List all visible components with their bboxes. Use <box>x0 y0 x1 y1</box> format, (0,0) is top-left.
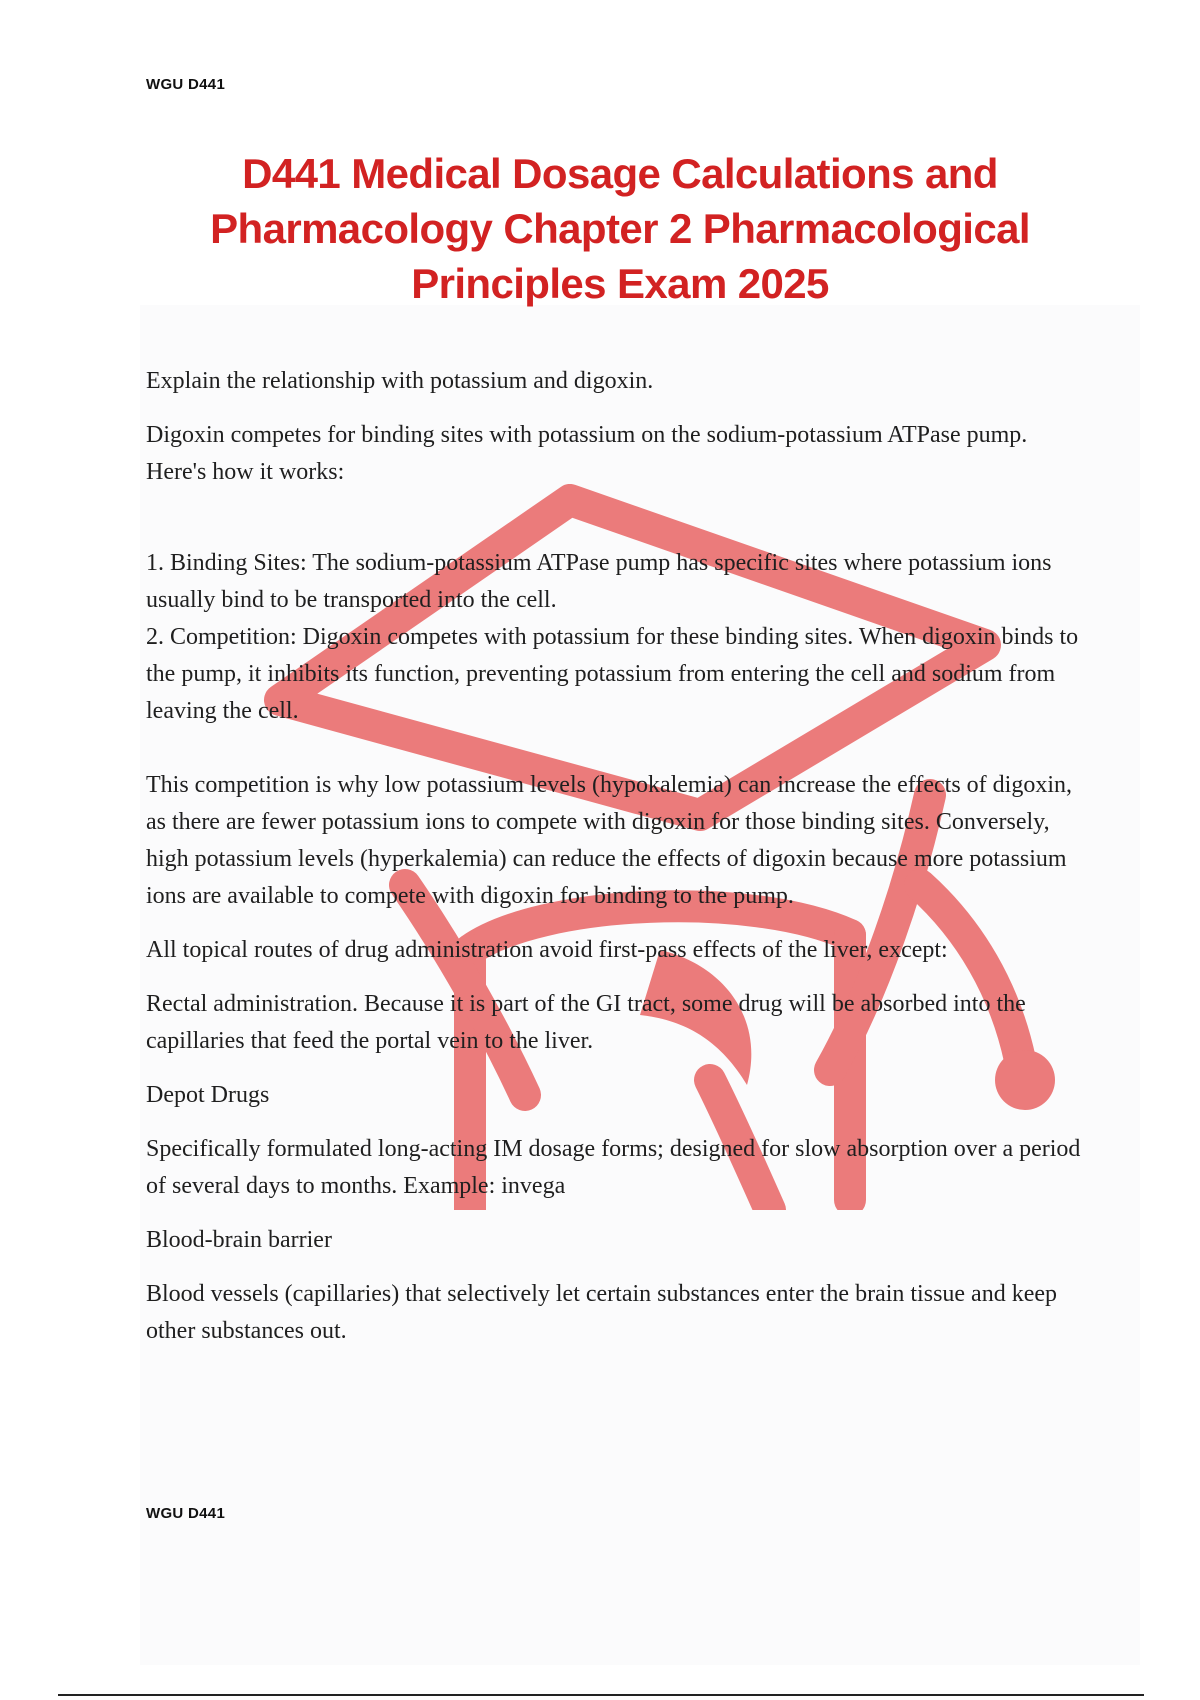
answer-intro-potassium-digoxin: Digoxin competes for binding sites with potassium on the sodium-potassium ATPase pump. Here's how it works: <box>146 422 1028 485</box>
footer-running-header: WGU D441 <box>146 1505 226 1522</box>
answer-conclusion-potassium-digoxin: This competition is why low potassium levels (hypokalemia) can increase the effects of digoxin, as there are fewer potassium ions to compete with digoxin for those binding sites. Conversely, high potassium levels (hyperkalemia) can reduce the effects of digoxin because more potassium ions are available to compete with digoxin for binding to the pump. <box>146 772 1072 909</box>
answer-list-item-competition: 2. Competition: Digoxin competes with potassium for these binding sites. When digoxin binds to the pump, it inhibits its function, preventing potassium from entering the cell and sodium from leaving the cell. <box>146 624 1079 724</box>
spacer <box>146 730 1090 767</box>
answer-blood-brain-barrier: Blood vessels (capillaries) that selectively let certain substances enter the brain tissue and keep other substances out. <box>146 1281 1058 1344</box>
question-depot-drugs: Depot Drugs <box>146 1082 270 1108</box>
answer-rectal-administration: Rectal administration. Because it is part of the GI tract, some drug will be absorbed into the capillaries that feed the portal vein to the liver. <box>146 991 1026 1054</box>
question-first-pass-exception: All topical routes of drug administration avoid first-pass effects of the liver, except: <box>146 937 948 963</box>
spacer <box>146 508 1090 545</box>
running-header: WGU D441 <box>146 76 226 93</box>
question-blood-brain-barrier: Blood-brain barrier <box>146 1227 332 1253</box>
document-title: D441 Medical Dosage Calculations and Pharmacology Chapter 2 Pharmacological Principles Exam 2025 <box>210 150 1030 307</box>
exam-content <box>146 363 1090 1367</box>
answer-list-item-binding-sites: 1. Binding Sites: The sodium-potassium ATPase pump has specific sites where potassium ions usually bind to be transported into the cell. <box>146 550 1052 613</box>
question-potassium-digoxin: Explain the relationship with potassium and digoxin. <box>146 368 654 394</box>
answer-depot-drugs: Specifically formulated long-acting IM dosage forms; designed for slow absorption over a period of several days to months. Example: invega <box>146 1136 1081 1199</box>
page-bottom-rule <box>58 1694 1144 1696</box>
